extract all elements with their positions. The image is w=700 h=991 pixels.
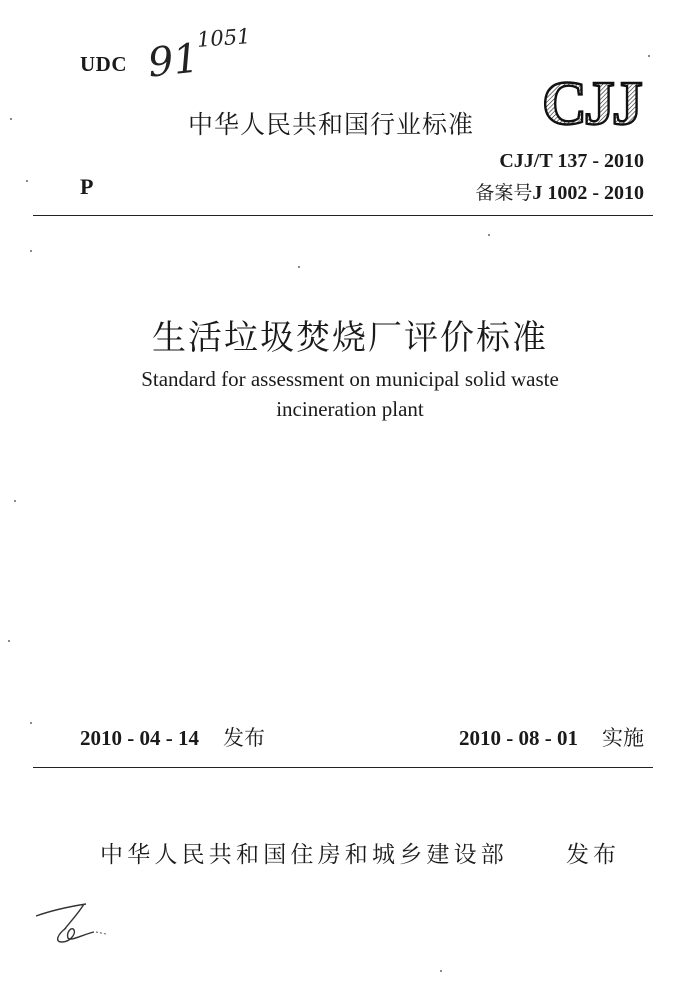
udc-label: UDC xyxy=(80,52,127,76)
scan-speck xyxy=(30,250,32,252)
industry-standard-heading: 中华人民共和国行业标准 xyxy=(188,110,475,139)
scan-speck xyxy=(8,640,10,642)
bottom-divider xyxy=(33,767,653,768)
record-code: J 1002 - 2010 xyxy=(532,182,644,204)
title-english-line1: Standard for assessment on municipal solid waste xyxy=(141,367,559,391)
scan-speck xyxy=(30,722,32,724)
logo-text: CJJ xyxy=(542,70,640,134)
scan-speck xyxy=(440,970,442,972)
udc-handwritten-number: 91 xyxy=(145,35,202,87)
scan-speck xyxy=(488,234,490,236)
category-letter: P xyxy=(80,174,94,199)
handwritten-signature-icon xyxy=(28,894,128,954)
scan-speck xyxy=(26,180,28,182)
standard-code: CJJ/T 137 - 2010 xyxy=(499,150,644,172)
record-number xyxy=(475,178,644,205)
scan-speck xyxy=(10,118,12,120)
issue-date-line xyxy=(80,722,265,752)
scan-speck xyxy=(298,266,300,268)
top-divider xyxy=(33,215,653,216)
title-english-line2: incineration plant xyxy=(276,397,424,421)
implement-date: 2010 - 08 - 01 xyxy=(459,726,578,750)
title-english xyxy=(0,364,700,424)
publish-label: 发布 xyxy=(566,842,620,868)
udc-handwritten-superscript: 1051 xyxy=(196,24,252,52)
issuing-ministry: 中华人民共和国住房和城乡建设部 xyxy=(100,842,508,868)
implement-label: 实施 xyxy=(602,726,644,750)
scan-speck xyxy=(14,500,16,502)
scan-speck xyxy=(648,55,650,57)
cjj-logo xyxy=(536,70,646,134)
issue-label: 发布 xyxy=(223,726,265,750)
title-chinese: 生活垃圾焚烧厂评价标准 xyxy=(152,318,548,358)
issue-date: 2010 - 04 - 14 xyxy=(80,726,199,750)
implement-date-line xyxy=(459,722,644,752)
record-label: 备案号 xyxy=(475,182,533,204)
